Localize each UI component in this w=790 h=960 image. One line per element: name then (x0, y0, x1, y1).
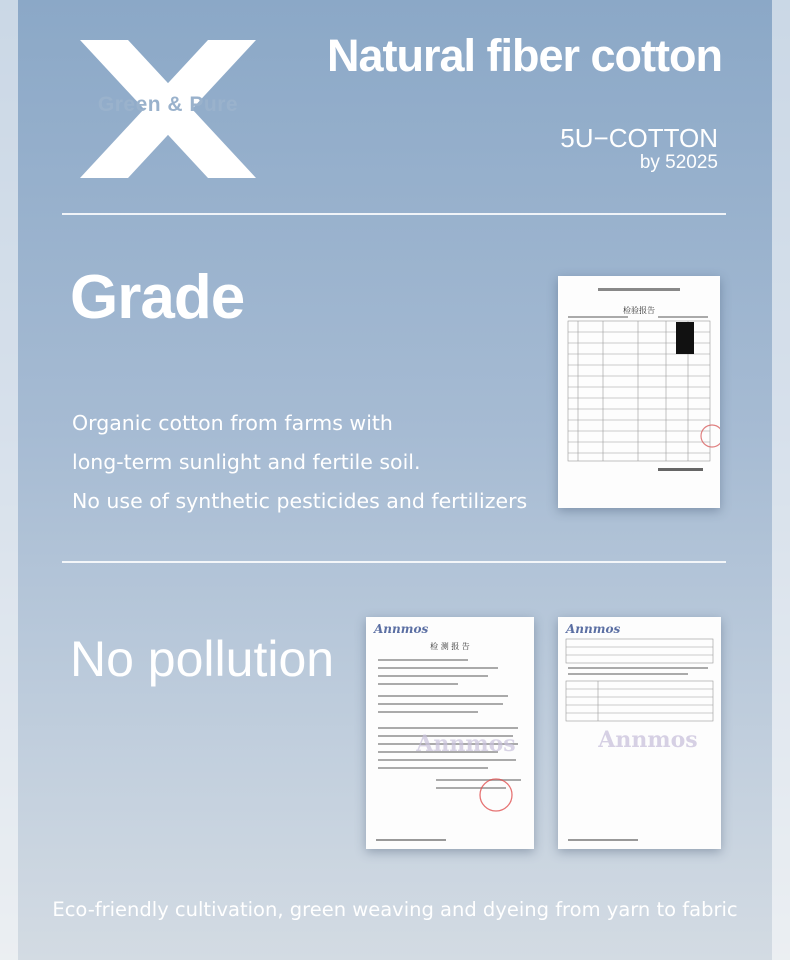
divider-middle (62, 561, 726, 563)
brand-block (560, 124, 718, 174)
report-logo-2: Annmos (566, 622, 621, 636)
report-watermark-2: Annmos (598, 727, 698, 753)
page-title: Natural fiber cotton (326, 30, 722, 81)
divider-top (62, 213, 726, 215)
grade-title: Grade (70, 263, 245, 332)
certificate-heading: 检验报告 (623, 306, 655, 315)
inspection-certificate-image (558, 276, 720, 508)
brand-by-line: by 52025 (639, 152, 718, 173)
right-frame-edge (772, 0, 790, 960)
no-pollution-title: No pollution (70, 631, 335, 687)
report-logo: Annmos (374, 622, 429, 636)
brand-logo (70, 38, 266, 180)
logo-tagline: Green & Pure (97, 93, 239, 116)
test-report-image-1 (366, 617, 534, 849)
left-frame-edge (0, 0, 18, 960)
brand-name: 5U−COTTON (560, 123, 718, 153)
report-watermark: Annmos (416, 731, 516, 757)
report-heading: 检 测 报 告 (430, 642, 470, 651)
test-report-image-2 (558, 617, 721, 849)
grade-description (72, 404, 527, 521)
grade-line-2: long-term sunlight and fertile soil. (72, 450, 421, 474)
footer-tagline: Eco-friendly cultivation, green weaving and dyeing from yarn to fabric (52, 898, 738, 921)
grade-line-3: No use of synthetic pesticides and fertilizers (72, 489, 528, 513)
grade-line-1: Organic cotton from farms with (72, 411, 393, 435)
